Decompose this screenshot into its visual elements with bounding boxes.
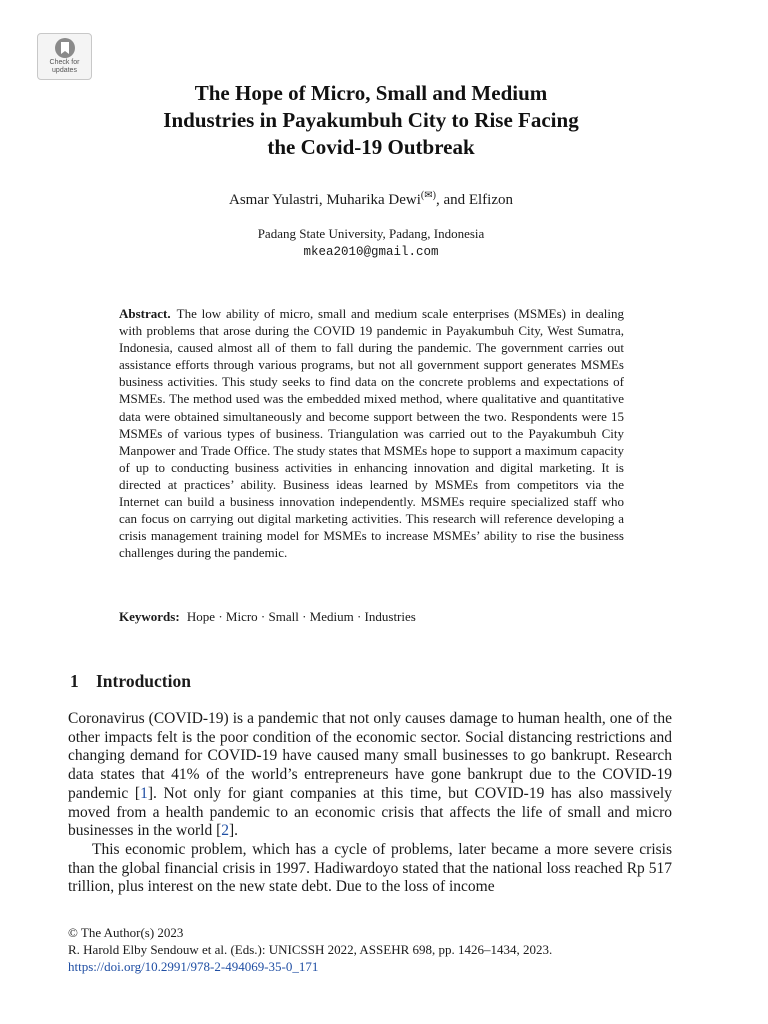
section-number: 1 — [70, 671, 79, 691]
abstract-label: Abstract. — [119, 306, 171, 321]
check-for-updates-badge[interactable] — [37, 33, 92, 80]
citation-link-2[interactable]: 2 — [221, 822, 230, 840]
doi-link[interactable]: https://doi.org/10.2991/978-2-494069-35-0_171 — [68, 959, 319, 974]
paper-title — [80, 80, 662, 161]
author-names-rest: , and Elfizon — [435, 192, 513, 208]
author-names: Asmar Yulastri, Muharika Dewi — [228, 192, 421, 208]
keywords — [119, 609, 624, 625]
section-heading — [70, 671, 191, 692]
title-line-1: The Hope of Micro, Small and Medium — [194, 81, 548, 105]
footer — [68, 924, 552, 975]
badge-label-1: Check for — [49, 59, 80, 66]
keywords-text: Hope · Micro · Small · Medium · Industries — [186, 609, 416, 624]
abstract-text: The low ability of micro, small and medium scale enterprises (MSMEs) in dealing with problems that arose during the COVID 19 pandemic in Payakumbuh City, West Sumatra, Indonesia, caused almost all of them to fall during the pandemic. The government carries out assistance efforts through various programs, but not all government support generates MSMEs business activities. This study seeks to find data on the concrete problems and expectations of MSMEs. The method used was the embedded mixed method, where qualitative and quantitative data were obtained simultaneously and become support between the two. Respondents were 15 MSMEs of various types of business. Triangulation was carried out to the Payakumbuh City Manpower and Trade Office. The study states that MSMEs hope to support a maximum capacity of up to conducting business activities in enhancing innovation and digital marketing. It is directed at practices’ ability. Business ideas learned by MSMEs from competitors via the Internet can build a business innovation independently. MSMEs require specialized staff who can focus on carrying out digital marketing activities. This research will reference developing a crisis management training model for MSMEs to increase MSMEs’ ability to rise the business challenges during the pandemic. — [119, 306, 624, 561]
intro-paragraph-2: This economic problem, which has a cycle of problems, later became a more severe crisis than the global financial crisis in 1997. Hadiwardoyo stated that the national loss reached Rp 517 trillion, plus interest on the new state debt. Due to the loss of income — [68, 841, 672, 896]
intro-paragraph-1 — [68, 710, 672, 841]
citation-info: R. Harold Elby Sendouw et al. (Eds.): UNICSSH 2022, ASSEHR 698, pp. 1426–1434, 2023. — [68, 942, 553, 957]
bookmark-icon — [53, 37, 77, 59]
copyright: © The Author(s) 2023 — [68, 925, 184, 940]
intro-p1-text-c: ]. — [229, 822, 239, 840]
abstract — [119, 305, 624, 561]
affiliation: Padang State University, Padang, Indonesia — [257, 226, 485, 241]
keywords-label: Keywords: — [119, 609, 180, 624]
citation-link-1[interactable]: 1 — [140, 784, 148, 802]
section-title: Introduction — [96, 671, 191, 691]
title-line-2: Industries in Payakumbuh City to Rise Facing — [163, 108, 579, 132]
title-line-3: the Covid-19 Outbreak — [267, 135, 475, 159]
badge-label-2: updates — [52, 67, 77, 74]
author-list — [0, 190, 742, 209]
corresponding-mail-icon: (✉) — [420, 190, 436, 201]
intro-p1-text-a: Coronavirus (COVID-19) is a pandemic that not only causes damage to human health, one of the other impacts felt is the poor condition of the economic sector. Social distancing restrictions and changing demand for COVID-19 have caused many small businesses to go bankrupt. Research data states that 41% of the world’s entrepreneurs have gone bankrupt due to the COVID-19 pandemic [ — [68, 710, 672, 802]
author-email[interactable]: mkea2010@gmail.com — [303, 245, 439, 259]
intro-p1-text-b: ]. Not only for giant companies at this time, but COVID-19 has also massively moved from a health pandemic to an economic crisis that affects the life of small and micro businesses in the world [ — [68, 784, 672, 840]
